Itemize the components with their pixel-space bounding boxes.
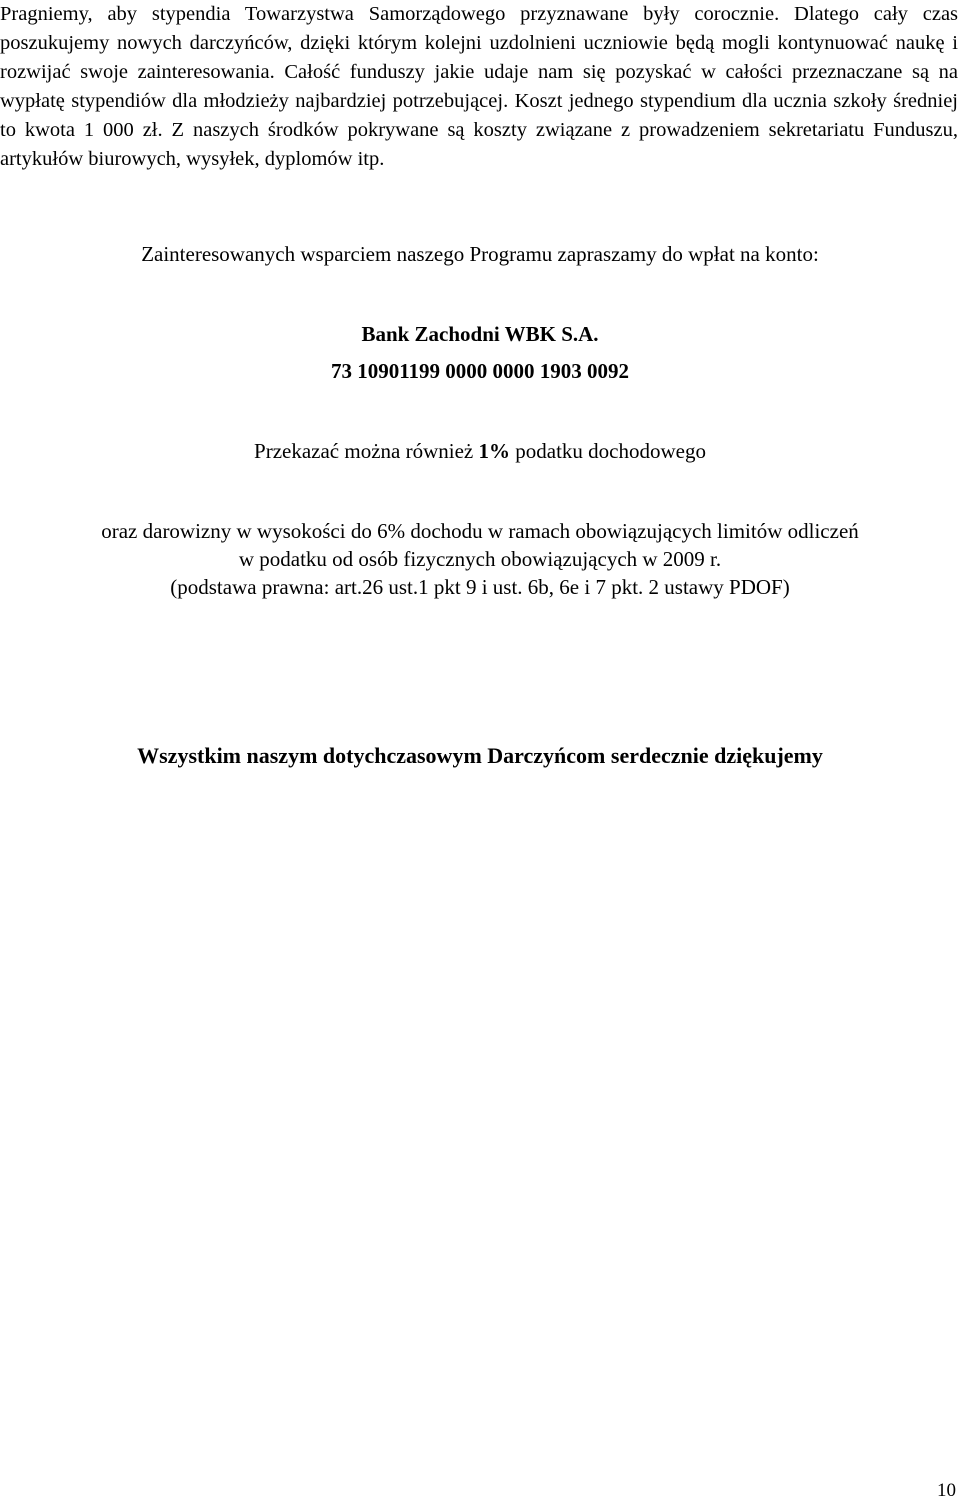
- donations-block: [0, 517, 960, 601]
- one-percent-prefix: Przekazać można również: [254, 439, 479, 463]
- page-number: 10: [937, 1480, 956, 1501]
- one-percent-suffix: podatku dochodowego: [510, 439, 706, 463]
- intro-sentence-1: Pragniemy, aby stypendia Towarzystwa Samorządowego przyznawane były corocznie.: [0, 3, 780, 25]
- invite-text: Zainteresowanych wsparciem naszego Programu zapraszamy do wpłat na konto:: [141, 242, 819, 266]
- intro-sentence-3: Całość funduszy jakie udaje nam się pozyskać w całości przeznaczane są na wypłatę stypendiów dla młodzieży najbardziej potrzebującej.: [0, 61, 959, 112]
- bank-account-number: 73 10901199 0000 0000 1903 0092: [330, 359, 630, 383]
- intro-sentence-4: Koszt jednego stypendium dla ucznia szkoły średniej to kwota 1 000 zł.: [0, 90, 959, 141]
- one-percent-value: 1%: [478, 439, 510, 463]
- bank-name: Bank Zachodni WBK S.A.: [361, 322, 599, 346]
- intro-paragraph: [0, 0, 958, 174]
- donations-line-2: w podatku od osób fizycznych obowiązujących w 2009 r.: [238, 547, 722, 571]
- intro-sentence-2: Dlatego cały czas poszukujemy nowych darczyńców, dzięki którym kolejni uzdolnieni uczniowie będą mogli kontynuować naukę i rozwijać swoje zainteresowania.: [0, 3, 959, 83]
- one-percent-text: [0, 437, 960, 465]
- donations-line-1: oraz darowizny w wysokości do 6% dochodu w ramach obowiązujących limitów odliczeń: [101, 519, 859, 543]
- intro-sentence-5: Z naszych środków pokrywane są koszty związane z prowadzeniem sekretariatu Funduszu, artykułów biurowych, wysyłek, dyplomów itp.: [0, 119, 959, 170]
- donations-legal-basis: (podstawa prawna: art.26 ust.1 pkt 9 i ust. 6b, 6e i 7 pkt. 2 ustawy PDOF): [170, 575, 790, 599]
- thanks-heading: Wszystkim naszym dotychczasowym Darczyńcom serdecznie dziękujemy: [137, 743, 823, 768]
